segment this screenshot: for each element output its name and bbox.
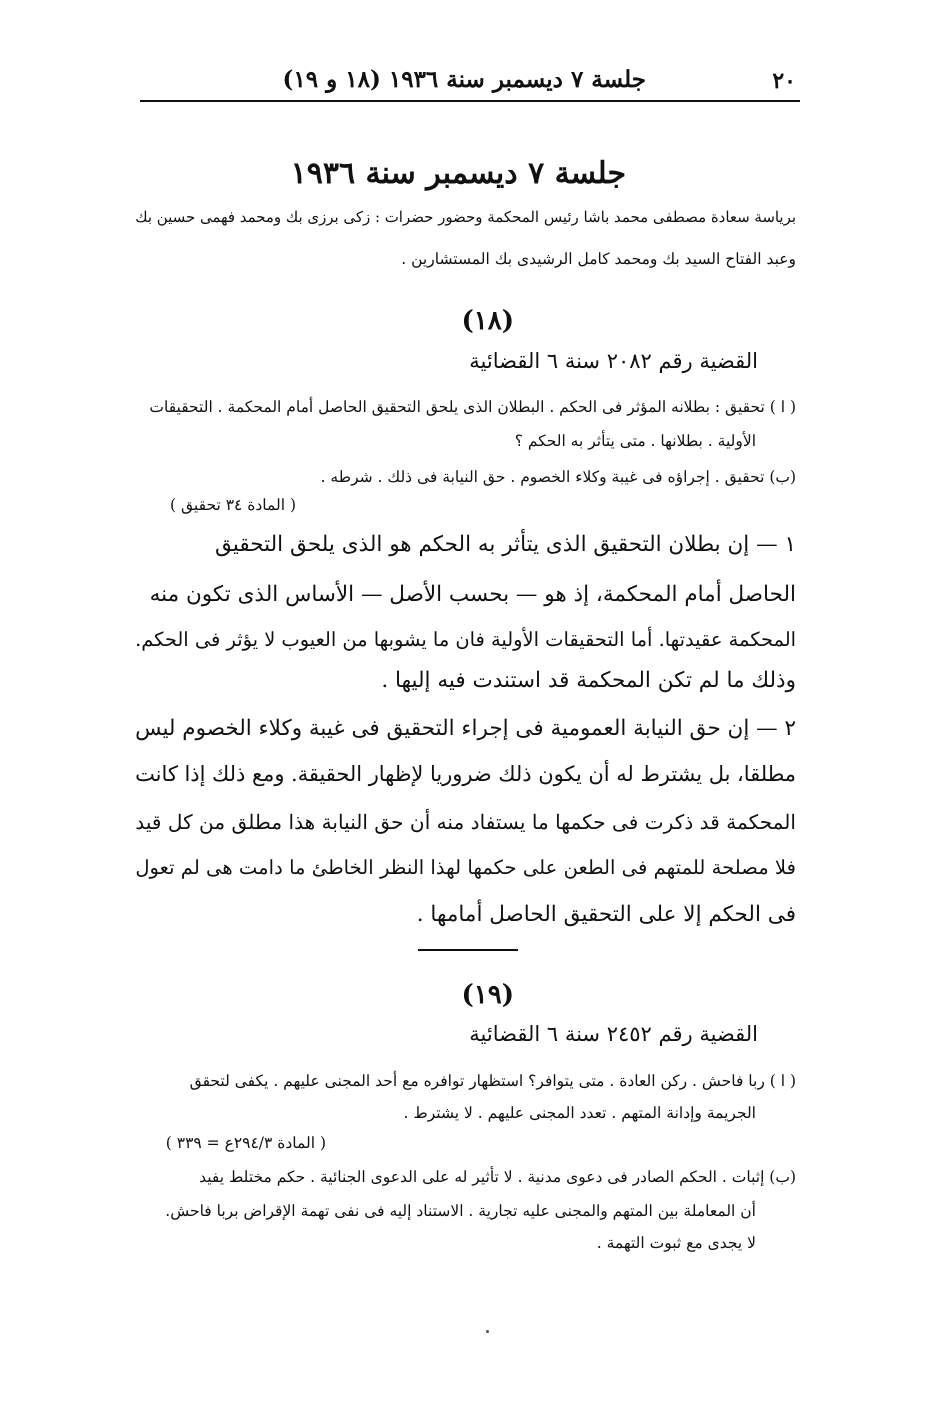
case-18-para-2-line-4: فلا مصلحة للمتهم فى الطعن على حكمها لهذا النظر الخاطئ ما دامت هى لم تعول <box>135 856 796 879</box>
case-18-para-1-line-3: المحكمة عقيدتها. أما التحقيقات الأولية فان ما يشوبها من العيوب لا يؤثر فى الحكم. <box>135 628 796 651</box>
case-18-para-2-line-5: فى الحكم إلا على التحقيق الحاصل أمامها . <box>416 902 796 927</box>
page-number: ٢٠ <box>772 68 796 94</box>
case-18-para-1-line-1: ١ — إن بطلان التحقيق الذى يتأثر به الحكم هو الذى يلحق التحقيق <box>214 532 796 557</box>
case-18-para-1-line-2: الحاصل أمام المحكمة، إذ هو — بحسب الأصل — الأساس الذى تكون منه <box>149 582 796 607</box>
case-18-title: القضية رقم ٢٠٨٢ سنة ٦ القضائية <box>469 349 758 373</box>
session-title: جلسة ٧ ديسمبر سنة ١٩٣٦ <box>290 156 626 191</box>
case-18-article-ref: ( المادة ٣٤ تحقيق ) <box>170 496 296 514</box>
case-19-summary-b-line-1: (ب) إثبات . الحكم الصادر فى دعوى مدنية . لا تأثير له على الدعوى الجنائية . حكم مختلط يفيد <box>199 1168 796 1186</box>
case-18-para-1-line-4: وذلك ما لم تكن المحكمة قد استندت فيه إليها . <box>381 668 796 693</box>
case-18-para-2-line-2: مطلقا، بل يشترط له أن يكون ذلك ضروريا لإظهار الحقيقة. ومع ذلك إذا كانت <box>135 762 796 786</box>
session-composition-line-2: وعبد الفتاح السيد بك ومحمد كامل الرشيدى بك المستشارين . <box>401 250 796 268</box>
header-rule <box>140 100 800 102</box>
case-18-para-2-line-1: ٢ — إن حق النيابة العمومية فى إجراء التحقيق فى غيبة وكلاء الخصوم ليس <box>135 716 796 741</box>
scan-speck <box>486 1330 489 1333</box>
case-18-summary-a-line-2: الأولية . بطلانها . متى يتأثر به الحكم ؟ <box>514 432 756 450</box>
case-18-summary-a-line-1: ( ا ) تحقيق : بطلانه المؤثر فى الحكم . البطلان الذى يلحق التحقيق الحاصل أمام المحكمة . التحقيقات <box>149 398 796 416</box>
case-19-number: (١٩) <box>461 980 514 1010</box>
section-divider <box>418 949 518 951</box>
case-19-summary-b-line-3: لا يجدى مع ثبوت التهمة . <box>596 1234 756 1252</box>
running-title: جلسة ٧ ديسمبر سنة ١٩٣٦ (١٨ و ١٩) <box>282 66 646 93</box>
case-18-para-2-line-3: المحكمة قد ذكرت فى حكمها ما يستفاد منه أن حق النيابة هذا مطلق من كل قيد <box>135 810 796 834</box>
case-19-article-ref: ( المادة ٢٩٤/٣ع = ٣٣٩ ) <box>165 1134 326 1152</box>
case-18-number: (١٨) <box>461 306 514 336</box>
case-19-title: القضية رقم ٢٤٥٢ سنة ٦ القضائية <box>469 1022 758 1046</box>
case-19-summary-a-line-1: ( ا ) ربا فاحش . ركن العادة . متى يتوافر؟ استظهار توافره مع أحد المجنى عليهم . يكفى لتحقق <box>189 1072 796 1090</box>
case-19-summary-b-line-2: أن المعاملة بين المتهم والمجنى عليه تجارية . الاستناد إليه فى نفى تهمة الإقراض بربا فاحش. <box>165 1202 756 1220</box>
session-composition-line-1: برياسة سعادة مصطفى محمد باشا رئيس المحكمة وحضور حضرات : زكى برزى بك ومحمد فهمى حسين بك <box>135 208 796 226</box>
case-18-summary-b: (ب) تحقيق . إجراؤه فى غيبة وكلاء الخصوم . حق النيابة فى ذلك . شرطه . <box>320 468 796 486</box>
case-19-summary-a-line-2: الجريمة وإدانة المتهم . تعدد المجنى عليهم . لا يشترط . <box>403 1104 756 1122</box>
